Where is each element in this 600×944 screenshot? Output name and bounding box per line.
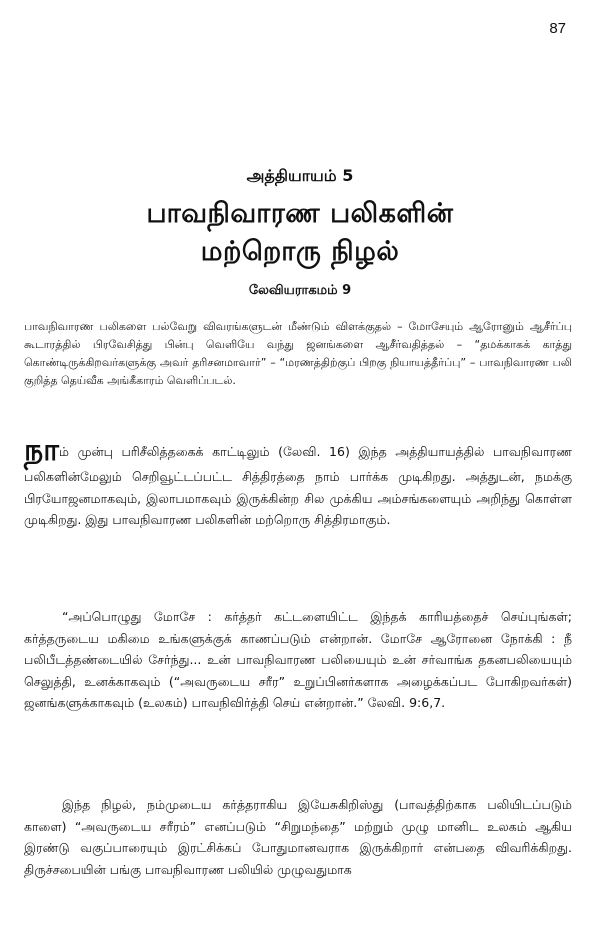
paragraph-2-quote: “அப்பொழுது மோசே : கர்த்தர் கட்டளையிட்ட இந்தக் காரியத்தைச் செய்புங்கள்; கர்த்தருடைய மகிமை உங்களுக்குக் காணப்படும் என்றான். மோசே ஆரோனை நோக்கி : நீ பலிபீடத்தண்டையில் சேர்ந்து... உன் பாவநிவாரண பலியையும் உன் சர்வாங்க தகனபலியையும் செலுத்தி, உனக்காகவும் (“அவருடைய சரீர” உறுப்பினர்களாக அழைக்கப்பட போகிறவர்கள்) ஜனங்களுக்காகவும் (உலகம்) பாவநிவிர்த்தி செய் என்றான்.” லேவி. 9:6,7. bbox=[24, 609, 572, 710]
paragraph-1-text: ம் முன்பு பரிசீலித்தகைக் காட்டிலும் (லேவி. 16) இந்த அத்தியாயத்தில் பாவநிவாரண பலிகளின்மேலும் செறிவூட்டப்பட்ட சித்திரத்தை நாம் பார்க்க முடிகிறது. அத்துடன், நமக்கு பிரயோஜனமாகவும், இலாபமாகவும் இருக்கின்ற சில முக்கிய அம்சங்களையும் அறிந்து கொள்ள முடிகிறது. இது பாவநிவாரண பலிகளின் மற்றொரு சித்திரமாகும். bbox=[24, 444, 572, 527]
paragraph-3: இந்த நிழல், நம்முடைய கர்த்தராகிய இயேசுகிறிஸ்து (பாவத்திற்காக பலியிடப்படும் காளை) “அவருடைய சரீரம்” எனப்படும் “சிறுமந்தை” மற்றும் முழு மானிட உலகம் ஆகிய இரண்டு வகுப்பாரையும் இரட்சிக்கப் போதுமானவராக இருக்கிறார் என்பதை விவரிக்கிறது. திருச்சபையின் பங்கு பாவநிவாரண பலியில் முழுவதுமாக bbox=[24, 797, 572, 877]
drop-cap: நா bbox=[24, 433, 59, 468]
chapter-title-line-2: மற்றொரு நிழல் bbox=[200, 236, 400, 267]
chapter-label: அத்தியாயம் 5 bbox=[246, 166, 354, 185]
chapter-summary: பாவநிவாரண பலிகளை பல்வேறு விவரங்களுடன் மீண்டும் விளக்குதல் – மோசேயும் ஆரோனும் ஆசீர்ப்பு கூடாரத்தில் பிரவேசித்து பின்பு வெளியே வந்து ஜனங்களை ஆசீர்வதித்தல் – “தமக்காகக் காத்து கொண்டிருக்கிறவர்களுக்கு அவர் தரிசனமாவார்” – “மரணத்திற்குப் பிறகு நியாயத்தீர்ப்பு” – பாவநிவாரண பலி குறித்த தெய்வீக அங்கீகாரம் வெளிப்படல். bbox=[24, 320, 572, 387]
chapter-title-line-1: பாவநிவாரண பலிகளின் bbox=[146, 198, 454, 229]
page-number: 87 bbox=[549, 20, 566, 37]
paragraph-1 bbox=[24, 433, 572, 531]
scripture-reference: லேவியராகமம் 9 bbox=[248, 283, 352, 298]
